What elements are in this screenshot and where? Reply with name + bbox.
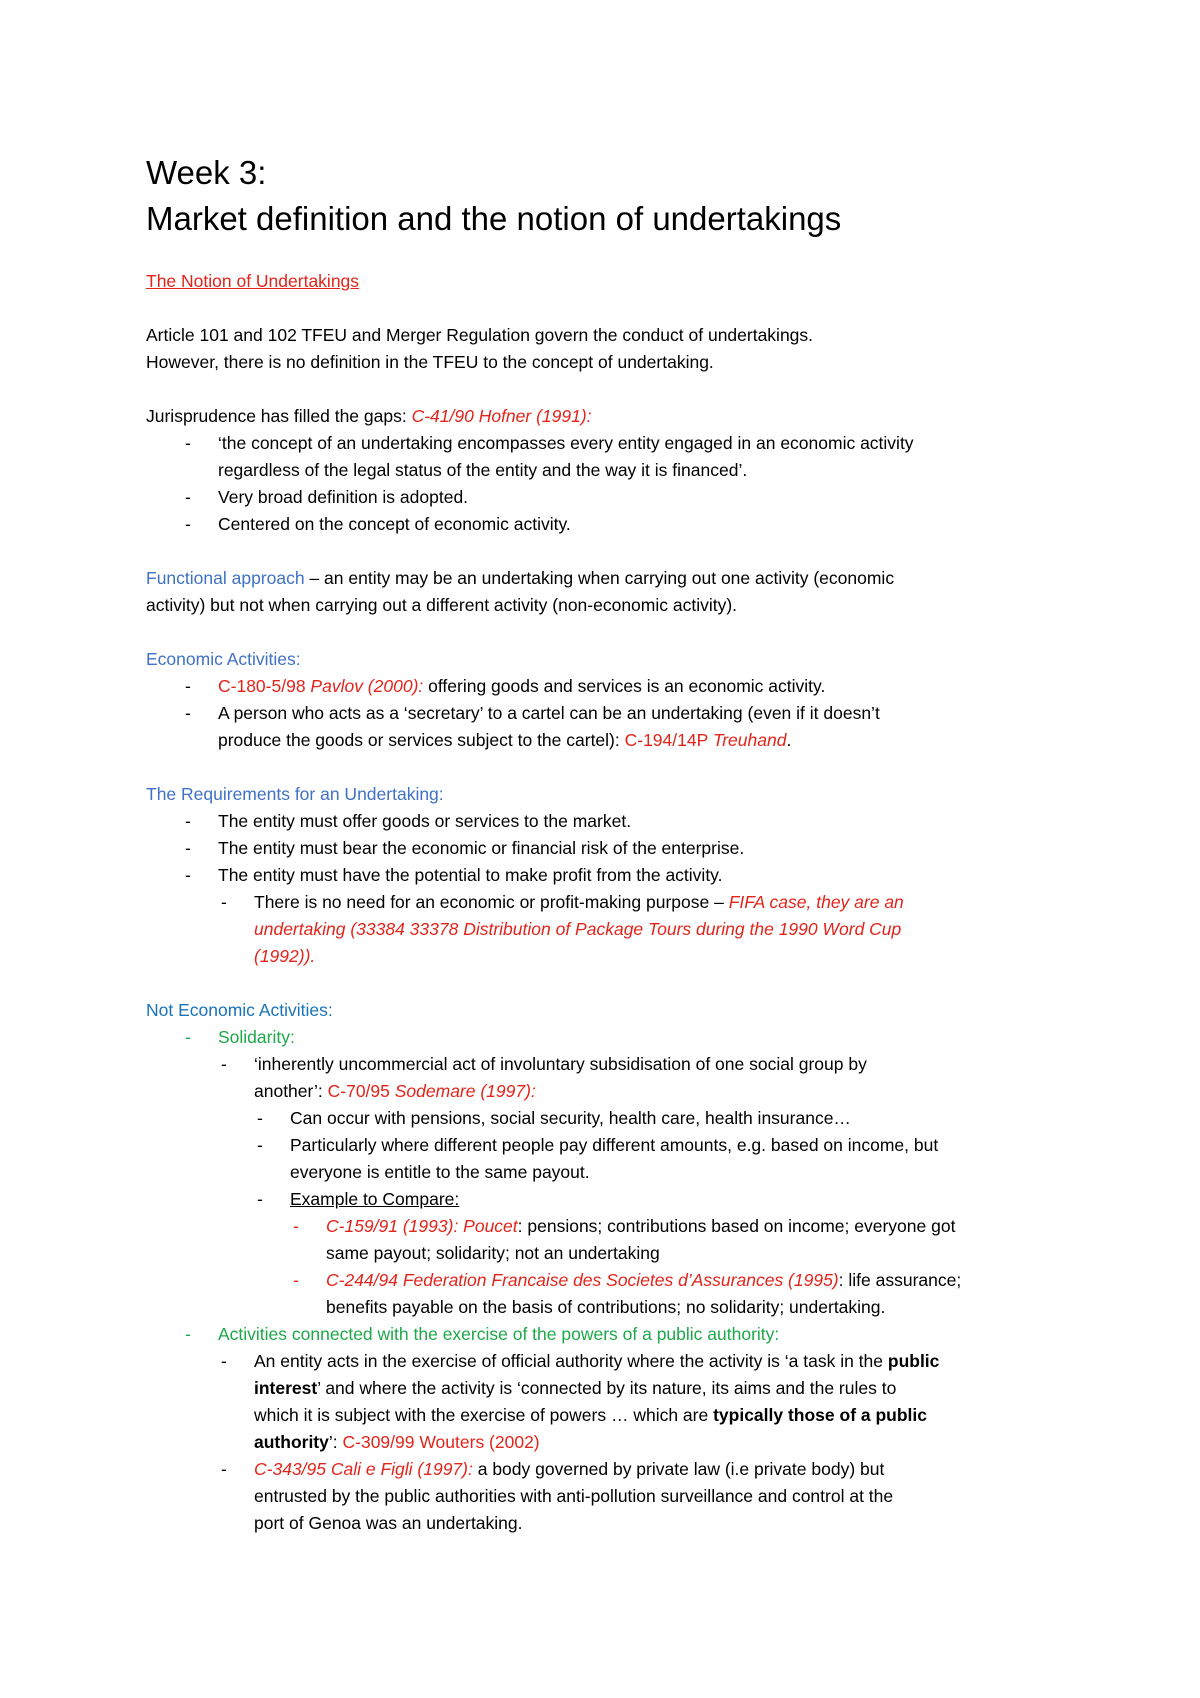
list-item: - ‘inherently uncommercial act of involuntary subsidisation of one social group by: [254, 1051, 1076, 1078]
page-title: [146, 150, 1076, 242]
case-sodemare: Sodemare (1997):: [394, 1081, 536, 1101]
dash-bullet: -: [257, 1135, 263, 1155]
list-item-solidarity: - Solidarity:: [218, 1024, 1076, 1051]
public-authority-sublist: [221, 1348, 1076, 1537]
requirements-sublist: [221, 889, 1076, 970]
list-item-continuation: regardless of the legal status of the entity and the way it is financed’.: [218, 460, 748, 480]
list-item-continuation: same payout; solidarity; not an undertaking: [326, 1243, 660, 1263]
list-item: - Example to Compare:: [290, 1186, 1076, 1213]
case-federation-francaise: C-244/94 Federation Francaise des Societes d’Assurances (1995): [326, 1270, 839, 1290]
dash-bullet: -: [257, 1108, 263, 1128]
dash-bullet: -: [185, 676, 191, 696]
not-economic-list: [185, 1024, 1076, 1051]
compare-list: [293, 1213, 1076, 1321]
heading-economic-activities: Economic Activities:: [146, 649, 301, 669]
list-item: - C-159/91 (1993): Poucet: pensions; contributions based on income; everyone got: [326, 1213, 1076, 1240]
list-item-continuation: everyone is entitle to the same payout.: [290, 1162, 590, 1182]
paragraph-jurisprudence: [146, 403, 1076, 430]
case-poucet: C-159/91 (1993): Poucet: [326, 1216, 518, 1236]
list-item: - C-343/95 Cali e Figli (1997): a body governed by private law (i.e private body) but: [254, 1456, 1076, 1483]
case-fifa: FIFA case, they are an: [728, 892, 904, 912]
jurisprudence-text: Jurisprudence has filled the gaps:: [146, 406, 412, 426]
economic-bullet-list: [185, 673, 1076, 754]
requirements-list: [185, 808, 1076, 889]
heading-requirements: The Requirements for an Undertaking:: [146, 784, 444, 804]
title-line-week: Week 3:: [146, 154, 267, 191]
list-item: - The entity must offer goods or services to the market.: [218, 808, 1076, 835]
list-item-continuation: (1992)).: [254, 946, 316, 966]
list-item-continuation: undertaking (33384 33378 Distribution of Package Tours during the 1990 Word Cup: [254, 919, 902, 939]
list-item-continuation: produce the goods or services subject to the cartel): C-194/14P Treuhand.: [218, 730, 792, 750]
list-item-continuation: another’: C-70/95 Sodemare (1997):: [254, 1081, 536, 1101]
list-item: - The entity must have the potential to make profit from the activity.: [218, 862, 1076, 889]
dash-bullet: -: [293, 1216, 299, 1236]
dash-bullet: -: [185, 487, 191, 507]
list-item: - There is no need for an economic or profit-making purpose – FIFA case, they are an: [254, 889, 1076, 916]
list-item: - C-244/94 Federation Francaise des Societes d’Assurances (1995): life assurance;: [326, 1267, 1076, 1294]
dash-bullet: -: [293, 1270, 299, 1290]
case-hofner: C-41/90 Hofner (1991):: [411, 406, 592, 426]
public-authority-item: [185, 1321, 1076, 1348]
list-item: - The entity must bear the economic or financial risk of the enterprise.: [218, 835, 1076, 862]
case-wouters: C-309/99 Wouters (2002): [342, 1432, 540, 1452]
solidarity-sublist: [221, 1051, 1076, 1105]
dash-bullet: -: [185, 865, 191, 885]
paragraph-functional-continuation: activity) but not when carrying out a different activity (non-economic activity).: [146, 595, 738, 615]
hofner-bullet-list: [185, 430, 1076, 538]
dash-bullet: -: [221, 892, 227, 912]
dash-bullet: -: [185, 433, 191, 453]
list-item-continuation: interest’ and where the activity is ‘connected by its nature, its aims and the rules to: [254, 1378, 897, 1398]
heading-not-economic-activities: Not Economic Activities:: [146, 1000, 333, 1020]
functional-approach-label: Functional approach: [146, 568, 305, 588]
dash-bullet: -: [185, 1027, 191, 1047]
dash-bullet: -: [221, 1459, 227, 1479]
dash-bullet: -: [221, 1351, 227, 1371]
list-item: - Very broad definition is adopted.: [218, 484, 1076, 511]
list-item: - Particularly where different people pay different amounts, e.g. based on income, but: [290, 1132, 1076, 1159]
list-item: - C-180-5/98 Pavlov (2000): offering goods and services is an economic activity.: [218, 673, 1076, 700]
document-page: [146, 150, 1076, 1537]
list-item: - Can occur with pensions, social security, health care, health insurance…: [290, 1105, 1076, 1132]
dash-bullet: -: [185, 1324, 191, 1344]
case-cali-e-figli: C-343/95 Cali e Figli (1997):: [254, 1459, 473, 1479]
list-item: - A person who acts as a ‘secretary’ to a cartel can be an undertaking (even if it doesn’t: [218, 700, 1076, 727]
list-item: - An entity acts in the exercise of official authority where the activity is ‘a task in the public: [254, 1348, 1076, 1375]
dash-bullet: -: [257, 1189, 263, 1209]
case-number: C-194/14P: [624, 730, 713, 750]
dash-bullet: -: [185, 811, 191, 831]
list-item-continuation: which it is subject with the exercise of powers … which are typically those of a public: [254, 1405, 928, 1425]
paragraph-no-definition: However, there is no definition in the TFEU to the concept of undertaking.: [146, 352, 714, 372]
case-number: C-180-5/98: [218, 676, 311, 696]
paragraph-functional-approach: Functional approach – an entity may be an undertaking when carrying out one activity (economic: [146, 568, 895, 588]
dash-bullet: -: [185, 838, 191, 858]
case-pavlov: Pavlov (2000):: [310, 676, 424, 696]
solidarity-detail-list: [257, 1105, 1076, 1213]
dash-bullet: -: [185, 514, 191, 534]
list-item: - Centered on the concept of economic activity.: [218, 511, 1076, 538]
case-number: C-70/95: [327, 1081, 395, 1101]
dash-bullet: -: [221, 1054, 227, 1074]
list-item-continuation: entrusted by the public authorities with anti-pollution surveillance and control at the: [254, 1486, 894, 1506]
list-item: - ‘the concept of an undertaking encompasses every entity engaged in an economic activity: [218, 430, 1076, 457]
heading-notion-of-undertakings: The Notion of Undertakings: [146, 271, 360, 291]
list-item-continuation: benefits payable on the basis of contributions; no solidarity; undertaking.: [326, 1297, 886, 1317]
dash-bullet: -: [185, 703, 191, 723]
list-item-public-authority: - Activities connected with the exercise of the powers of a public authority:: [218, 1321, 1076, 1348]
list-item-continuation: authority’: C-309/99 Wouters (2002): [254, 1432, 540, 1452]
title-line-topic: Market definition and the notion of undertakings: [146, 200, 842, 237]
list-item-continuation: port of Genoa was an undertaking.: [254, 1513, 523, 1533]
paragraph-article-101: Article 101 and 102 TFEU and Merger Regulation govern the conduct of undertakings.: [146, 325, 814, 345]
case-treuhand: Treuhand: [712, 730, 787, 750]
